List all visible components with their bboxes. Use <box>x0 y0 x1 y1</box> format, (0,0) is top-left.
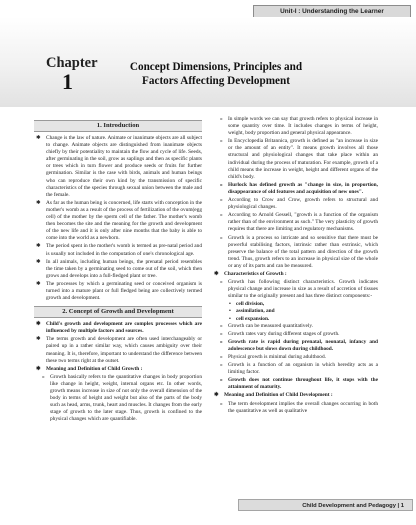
characteristic-point: » Growth has following distinct characteristics. Growth indicates physical change and increase in size as a result of accretion of tissues similar to the originally present and has three distinct components:- <box>220 279 378 300</box>
unit-header: Unit-I : Understanding the Learner <box>253 5 411 18</box>
characteristic-point: » Growth rates vary during different stages of growth. <box>220 330 340 337</box>
intro-paragraph: ✱ As far as the human being is concerned, life starts with conception in the mother's womb as a result of the process of fertilization of the ovum(egg cell) of the mother by the sperm cell of the father. The mother's womb then becomes the site and the meaning for the growth and development of the new life and it is only after nine months that the baby is able to come into the world as a newborn. <box>36 199 202 242</box>
chapter-title: Concept Dimensions, Principles and Factors Affecting Development <box>129 61 303 87</box>
subheading-development-meaning: ✱ Meaning and Definition of Child Development : <box>214 392 333 399</box>
growth-point: » Hurlock has defined growth as "change in size, in proportion, disappearance of old features and acquisition of new ones". <box>220 181 378 195</box>
growth-definition: » Growth basically refers to the quantitative changes in body proportion like change in height, weight, internal organs etc. In other words, growth means increase in size of not only the overall dimension of the body in terms of height and weight but also of the parts of the body such as head, arms, trunk, heart and muscles. It changes from the early stage of growth to the later stage. Thus, growth is confined to the physical changes which are quantifiable. <box>42 373 202 423</box>
section-heading-introduction: 1. Introduction <box>34 120 202 132</box>
growth-point: » According to Crow and Crow, growth refers to structural and physiological changes. <box>220 197 378 211</box>
concept-paragraph: ✱ The terms growth and development are often used interchangeably or paired up in a rather similar way, which causes ambiguity over their meaning. It is, therefore, important to understand the difference between these two terms right at the outset. <box>36 336 202 364</box>
growth-point: » Growth is a process so intricate and so sensitive that there must be powerful stabilising factors, intrinsic rather than extrinsic, which preserve the balance of the total pattern and direction of the growth trend. Thus, growth refers to an increase in physical size of the whole or any of its parts and can be measured. <box>220 234 378 269</box>
characteristic-point: » Growth can be measured quantitatively. <box>220 322 313 329</box>
characteristic-point: » Growth rate is rapid during prenatal, neonatal, infancy and adolescence but slows down during childhood. <box>220 338 378 352</box>
growth-point: » According to Arnold Gessell, "growth is a function of the organism rather than of the environment as such." The very plasticity of growth requires that there are limiting and regulatory mechanisms. <box>220 212 378 233</box>
component-item: • cell expansion. <box>229 315 270 322</box>
chapter-number: 1 <box>62 69 73 94</box>
intro-paragraph: ✱ The processes by which a germinating seed or conceived organism is turned into a mature plant or full fledged being are collectively termed growth and development. <box>36 280 202 302</box>
growth-point: » In simple words we can say that growth refers to physical increase in some quantity over time. It includes changes in terms of height, weight, body proportion and general physical appearance. <box>220 116 378 137</box>
characteristic-point: » Growth is a function of an organism in which heredity acts as a limiting factor. <box>220 362 378 376</box>
page-footer: Child Development and Pedagogy | 1 <box>238 499 413 511</box>
intro-paragraph: ✱ The period spent in the mother's womb is termed as pre-natal period and is usually not included in the computation of one's chronological age. <box>36 243 202 257</box>
intro-paragraph: ✱ In all animals, including human beings, the prenatal period resembles the time taken by a germinating seed to come out of the soil, which then grows and develops into a full-fledged plant or tree. <box>36 258 202 279</box>
subheading-characteristics: ✱ Characteristics of Growth : <box>214 270 287 277</box>
concept-paragraph: ✱ Child's growth and development are complex processes which are influenced by multiple factors and sources. <box>36 321 202 335</box>
right-column <box>212 116 378 416</box>
characteristic-point: » Physical growth is minimal during adulthood. <box>220 354 326 360</box>
section-heading-concept: 2. Concept of Growth and Development <box>34 306 202 318</box>
development-definition: » The term development implies the overall changes occurring in both the quantitative as well as qualitative <box>220 400 378 414</box>
left-column <box>34 120 202 424</box>
intro-paragraph: ✱ Change is the law of nature. Animate or inanimate objects are all subject to change. Animate objects are distinguished from inanimate objects chiefly by their potentiality to maintain the flow and cycle of life. Seeds, after germinating in the soil, grow as saplings and then as specific plants or trees which in turn flower and produce seeds or fruits for further germination. Similar is the case with birds, animals and human beings who can reproduce their own kind by the transmission of specific characteristics of the species through sexual union between the male and the female. <box>36 135 202 198</box>
chapter-label: Chapter <box>46 55 98 71</box>
growth-point: » In Encyclopedia Britannica, growth is defined as "an increase in size or the amount of an entity". It means growth involves all those structural and physiological changes that take place within an individual during the process of maturation. For example, growth of a child means the increase in weight, height and different organs of the child's body. <box>220 138 378 180</box>
component-item: • assimilation, and <box>229 308 275 315</box>
characteristic-point: » Growth does not continue throughout life, it stops with the attainment of maturity. <box>220 377 378 391</box>
subheading-growth-meaning: ✱ Meaning and Definition of Child Growth : <box>36 365 143 372</box>
component-item: • cell division, <box>229 301 265 308</box>
